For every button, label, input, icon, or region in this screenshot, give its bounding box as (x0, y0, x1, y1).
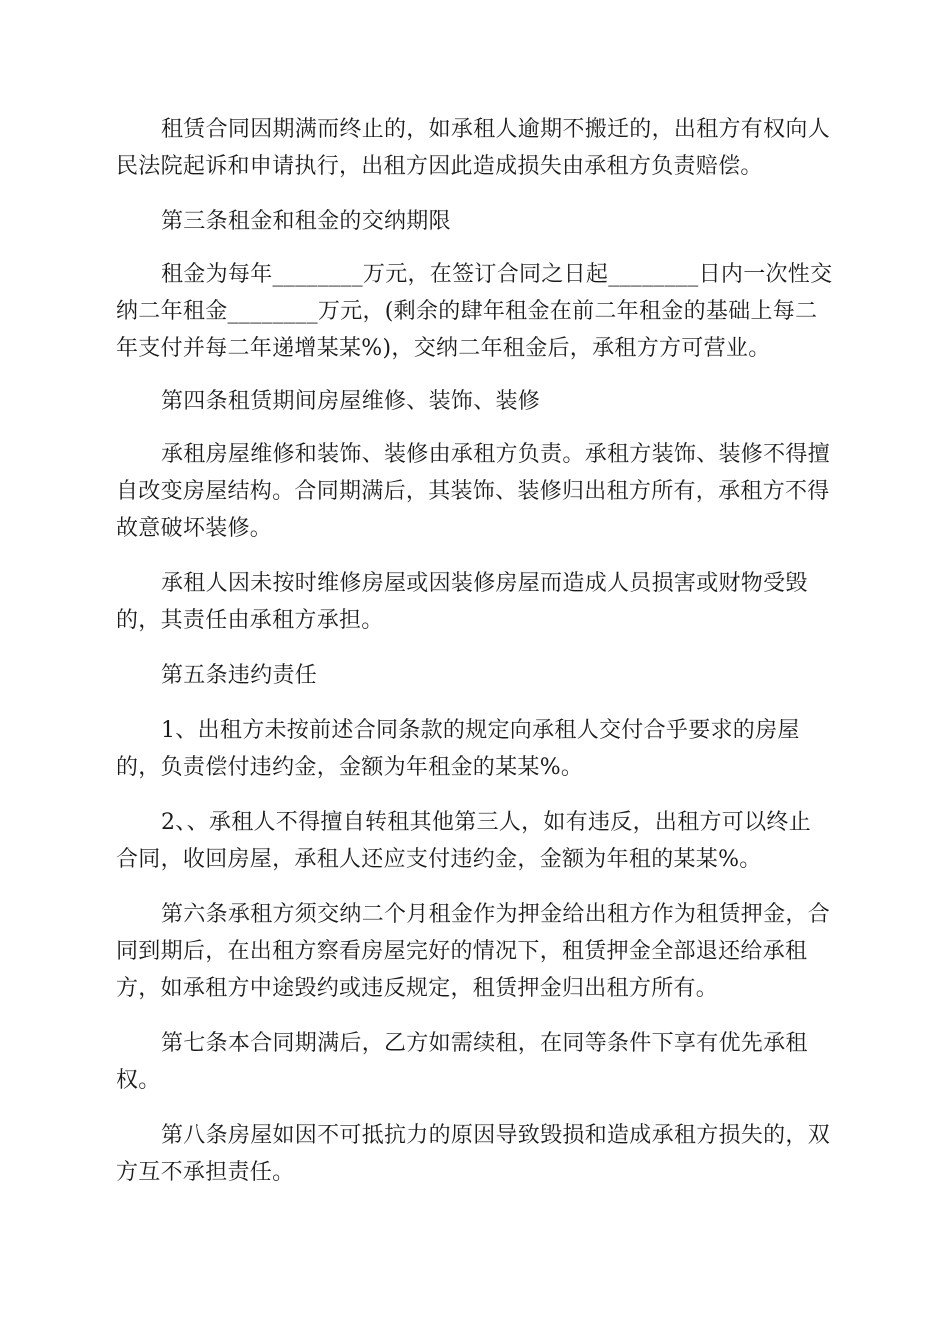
text-line: 自改变房屋结构。合同期满后，其装饰、装修归出租方所有，承租方不得 (116, 479, 830, 504)
text-line: 1、出租方未按前述合同条款的规定向承租人交付合乎要求的房屋 (161, 718, 800, 743)
text-line: 租金为每年________万元，在签订合同之日起________日内一次性交 (161, 262, 833, 287)
text-line: 第三条租金和租金的交纳期限 (161, 209, 451, 234)
text-line: 第六条承租方须交纳二个月租金作为押金给出租方作为租赁押金，合 (161, 902, 831, 927)
paragraph-article-7-renewal (116, 1025, 836, 1099)
paragraph-damage-liability (116, 565, 836, 639)
paragraph-article-6-deposit (116, 896, 836, 1007)
text-line: 的，其责任由承租方承担。 (116, 608, 384, 633)
heading-article-4 (116, 383, 836, 420)
text-line: 同到期后，在出租方察看房屋完好的情况下，租赁押金全部退还给承租 (116, 939, 808, 964)
text-line: 的，负责偿付违约金，金额为年租金的某某%。 (116, 755, 584, 780)
text-line: 第五条违约责任 (161, 663, 318, 688)
text-line: 承租房屋维修和装饰、装修由承租方负责。承租方装饰、装修不得擅 (161, 442, 831, 467)
heading-article-3 (116, 203, 836, 240)
text-line: 合同，收回房屋，承租人还应支付违约金，金额为年租的某某%。 (116, 847, 762, 872)
text-line: 权。 (116, 1068, 161, 1093)
text-line: 故意破坏装修。 (116, 516, 273, 541)
text-line: 方，如承租方中途毁约或违反规定，租赁押金归出租方所有。 (116, 976, 719, 1001)
text-line: 第四条租赁期间房屋维修、装饰、装修 (161, 389, 541, 414)
text-line: 2、、承租人不得擅自转租其他第三人，如有违反，出租方可以终止 (161, 810, 811, 835)
text-line: 民法院起诉和申请执行，出租方因此造成损失由承租方负责赔偿。 (116, 154, 763, 179)
heading-article-5 (116, 657, 836, 694)
text-line: 第七条本合同期满后，乙方如需续租，在同等条件下享有优先承租 (161, 1031, 808, 1056)
paragraph-lease-termination (116, 111, 836, 185)
paragraph-article-8-force-majeure (116, 1117, 836, 1191)
paragraph-breach-item-2 (116, 804, 836, 878)
text-line: 承租人因未按时维修房屋或因装修房屋而造成人员损害或财物受毁 (161, 571, 808, 596)
text-line: 租赁合同因期满而终止的，如承租人逾期不搬迁的，出租方有权向人 (161, 117, 831, 142)
text-line: 纳二年租金________万元，(剩余的肆年租金在前二年租金的基础上每二 (116, 299, 818, 324)
paragraph-rent-amount (116, 256, 836, 367)
text-line: 年支付并每二年递增某某%)，交纳二年租金后，承租方方可营业。 (116, 336, 771, 361)
text-line: 方互不承担责任。 (116, 1160, 295, 1185)
text-line: 第八条房屋如因不可抵抗力的原因导致毁损和造成承租方损失的，双 (161, 1123, 831, 1148)
paragraph-repair-decoration (116, 436, 836, 547)
document-page (116, 111, 836, 1191)
paragraph-breach-item-1 (116, 712, 836, 786)
